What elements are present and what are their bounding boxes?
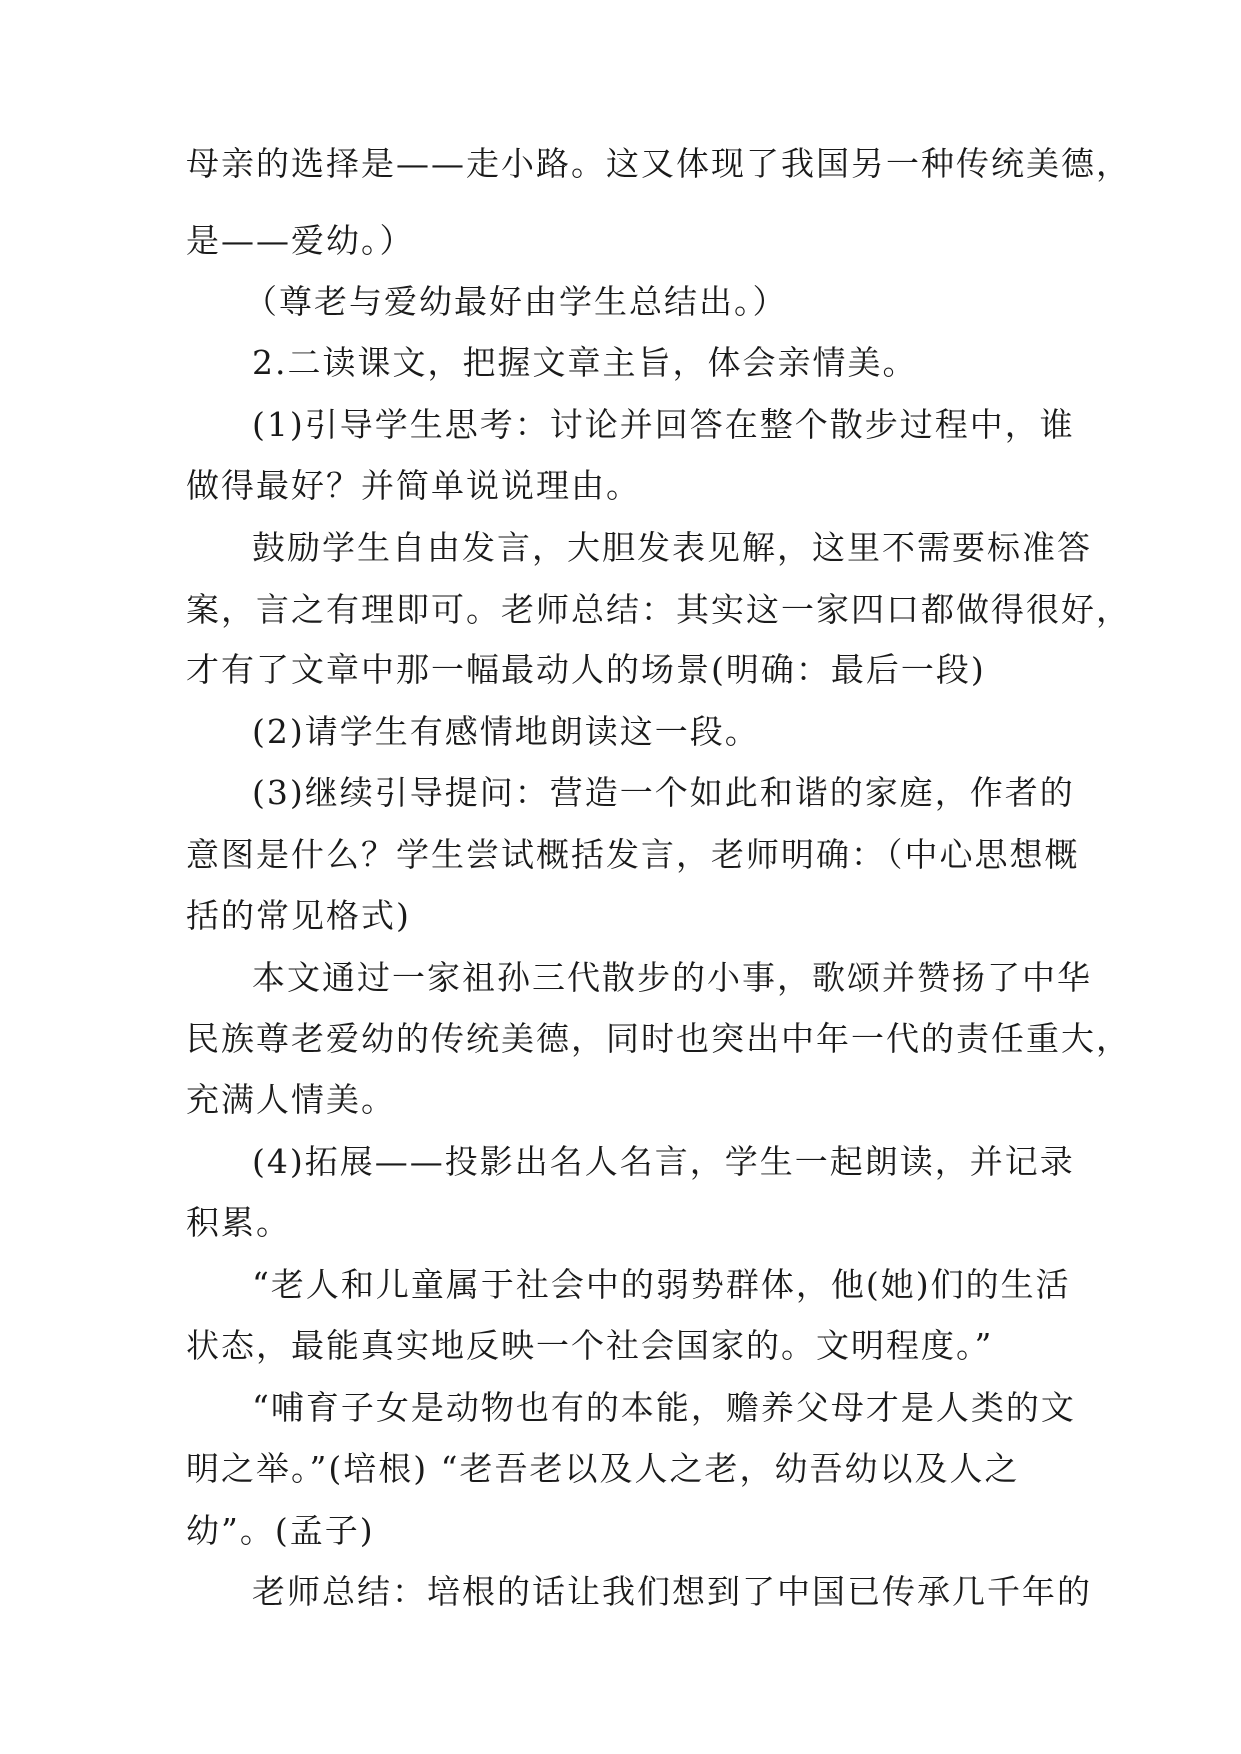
- text-line: 是——爱幼。）: [186, 221, 415, 260]
- text-line: 民族尊老爱幼的传统美德，同时也突出中年一代的责任重大，: [186, 1019, 1131, 1058]
- text-line: (3)继续引导提问：营造一个如此和谐的家庭，作者的: [252, 773, 1075, 812]
- text-line: 2.二读课文，把握文章主旨，体会亲情美。: [252, 343, 918, 382]
- text-line: 括的常见格式): [186, 896, 411, 935]
- text-line: 充满人情美。: [186, 1080, 396, 1119]
- text-line: (2)请学生有感情地朗读这一段。: [252, 712, 760, 751]
- text-line: 母亲的选择是——走小路。这又体现了我国另一种传统美德，: [186, 144, 1131, 183]
- text-line: 幼”。(孟子): [186, 1511, 375, 1550]
- text-line: “哺育子女是动物也有的本能，赡养父母才是人类的文: [252, 1388, 1076, 1427]
- text-line: (4)拓展——投影出名人名言，学生一起朗读，并记录: [252, 1142, 1075, 1181]
- text-line: 案，言之有理即可。老师总结：其实这一家四口都做得很好，: [186, 590, 1131, 629]
- text-line: 做得最好？并简单说说理由。: [186, 466, 641, 505]
- text-line: 鼓励学生自由发言，大胆发表见解，这里不需要标准答: [252, 528, 1092, 567]
- text-line: 明之举。”(培根) “老吾老以及人之老，幼吾幼以及人之: [186, 1449, 1020, 1488]
- text-line: 状态，最能真实地反映一个社会国家的。文明程度。”: [186, 1326, 994, 1365]
- text-line: 本文通过一家祖孙三代散步的小事，歌颂并赞扬了中华: [252, 958, 1092, 997]
- text-line: 积累。: [186, 1203, 291, 1242]
- text-line: 老师总结：培根的话让我们想到了中国已传承几千年的: [252, 1572, 1092, 1611]
- text-line: “老人和儿童属于社会中的弱势群体，他(她)们的生活: [252, 1265, 1071, 1304]
- text-line: (1)引导学生思考：讨论并回答在整个散步过程中，谁: [252, 405, 1075, 444]
- text-line: 才有了文章中那一幅最动人的场景(明确：最后一段): [186, 650, 986, 689]
- text-line: 意图是什么？学生尝试概括发言，老师明确：（中心思想概: [186, 835, 1080, 874]
- text-line: （尊老与爱幼最好由学生总结出。）: [244, 282, 788, 321]
